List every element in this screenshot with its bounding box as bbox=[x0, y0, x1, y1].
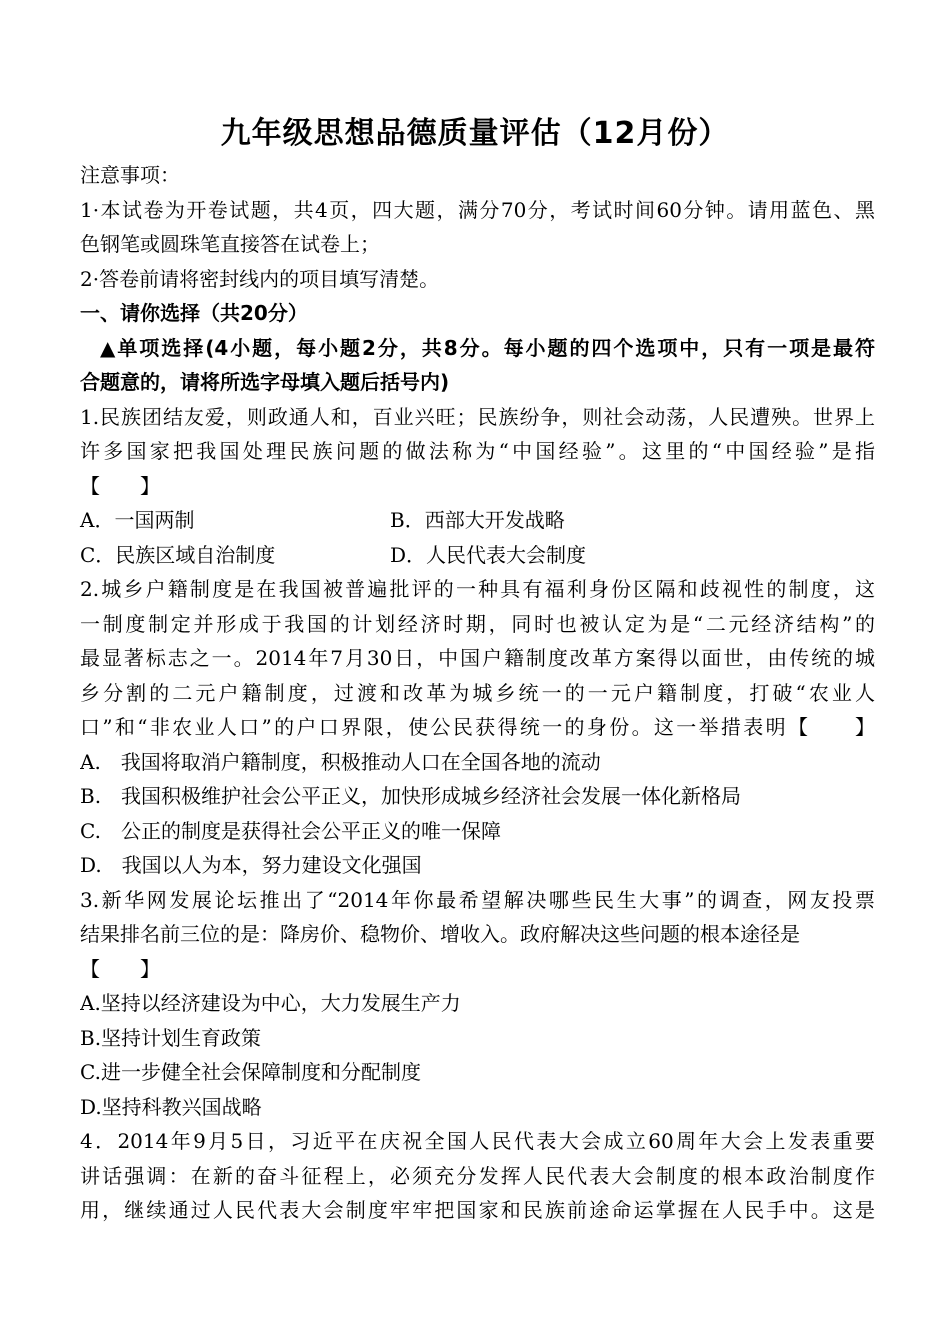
page-title: 九年级思想品德质量评估（12月份） bbox=[220, 116, 730, 151]
answer-bracket-3[interactable]: 【 】 bbox=[80, 956, 160, 981]
notice-heading: 注意事项： bbox=[80, 163, 180, 187]
question-3-line-1: 3.新华网发展论坛推出了“2014年你最希望解决哪些民生大事”的调查，网友投票 bbox=[80, 887, 875, 912]
option-1c: C．民族区域自治制度 bbox=[80, 542, 276, 567]
question-2-line-3: 最显著标志之一。2014年7月30日，中国户籍制度改革方案得以面世，由传统的城 bbox=[80, 646, 875, 670]
section-heading: 一、请你选择（共20分） bbox=[80, 301, 308, 325]
notice-item-1-cont: 色钢笔或圆珠笔直接答在试卷上； bbox=[80, 232, 380, 256]
option-1b: B．西部大开发战略 bbox=[390, 508, 565, 532]
option-2a: A. 我国将取消户籍制度，积极推动人口在全国各地的流动 bbox=[80, 749, 601, 774]
question-3-line-2: 结果排名前三位的是：降房价、稳物价、增收入。政府解决这些问题的根本途径是 bbox=[80, 922, 800, 946]
question-2-line-2: 一制度制定并形成于我国的计划经济时期，同时也被认定为是“二元经济结构”的 bbox=[80, 611, 875, 636]
question-1-line-2: 许多国家把我国处理民族问题的做法称为“中国经验”。这里的“中国经验”是指 bbox=[80, 439, 875, 463]
question-1-options-row-1 bbox=[80, 503, 875, 538]
exam-body bbox=[80, 158, 875, 1228]
section-instruction: ▲单项选择(4小题，每小题2分，共8分。每小题的四个选项中，只有一项是最符 bbox=[100, 335, 875, 360]
question-4-line-1: 4．2014年9月5日，习近平在庆祝全国人民代表大会成立60周年大会上发表重要 bbox=[80, 1129, 875, 1153]
notice-item-1: 1·本试卷为开卷试题，共4页，四大题，满分70分，考试时间60分钟。请用蓝色、黑 bbox=[80, 197, 875, 222]
option-2d: D. 我国以人为本，努力建设文化强国 bbox=[80, 853, 422, 877]
option-1a: A．一国两制 bbox=[80, 508, 195, 532]
question-1-options-row-2 bbox=[80, 538, 875, 573]
option-3a: A.坚持以经济建设为中心，大力发展生产力 bbox=[80, 991, 461, 1015]
question-2-line-4: 乡分割的二元户籍制度，过渡和改革为城乡统一的一元户籍制度，打破“农业人 bbox=[80, 680, 875, 705]
option-2b: B. 我国积极维护社会公平正义，加快形成城乡经济社会发展一体化新格局 bbox=[80, 784, 742, 808]
section-instruction-cont: 合题意的，请将所选字母填入题后括号内) bbox=[80, 370, 450, 394]
notice-item-2: 2·答卷前请将密封线内的项目填写清楚。 bbox=[80, 266, 440, 291]
question-1-line-1: 1.民族团结友爱，则政通人和，百业兴旺；民族纷争，则社会动荡，人民遭殃。世界上 bbox=[80, 404, 875, 429]
answer-bracket-1[interactable]: 【 】 bbox=[80, 473, 160, 498]
option-3c: C.进一步健全社会保障制度和分配制度 bbox=[80, 1060, 421, 1084]
question-4-line-2: 讲话强调：在新的奋斗征程上，必须充分发挥人民代表大会制度的根本政治制度作 bbox=[80, 1163, 875, 1188]
option-1d: D．人民代表大会制度 bbox=[390, 542, 587, 567]
question-2-line-1: 2.城乡户籍制度是在我国被普遍批评的一种具有福利身份区隔和歧视性的制度，这 bbox=[80, 577, 875, 601]
option-2c: C. 公正的制度是获得社会公平正义的唯一保障 bbox=[80, 818, 501, 843]
question-2-line-5: 口”和“非农业人口”的户口界限，使公民获得统一的身份。这一举措表明【 】 bbox=[80, 715, 875, 739]
question-4-line-3: 用，继续通过人民代表大会制度牢牢把国家和民族前途命运掌握在人民手中。这是 bbox=[80, 1198, 875, 1222]
option-3b: B.坚持计划生育政策 bbox=[80, 1025, 262, 1050]
option-3d: D.坚持科教兴国战略 bbox=[80, 1094, 262, 1119]
